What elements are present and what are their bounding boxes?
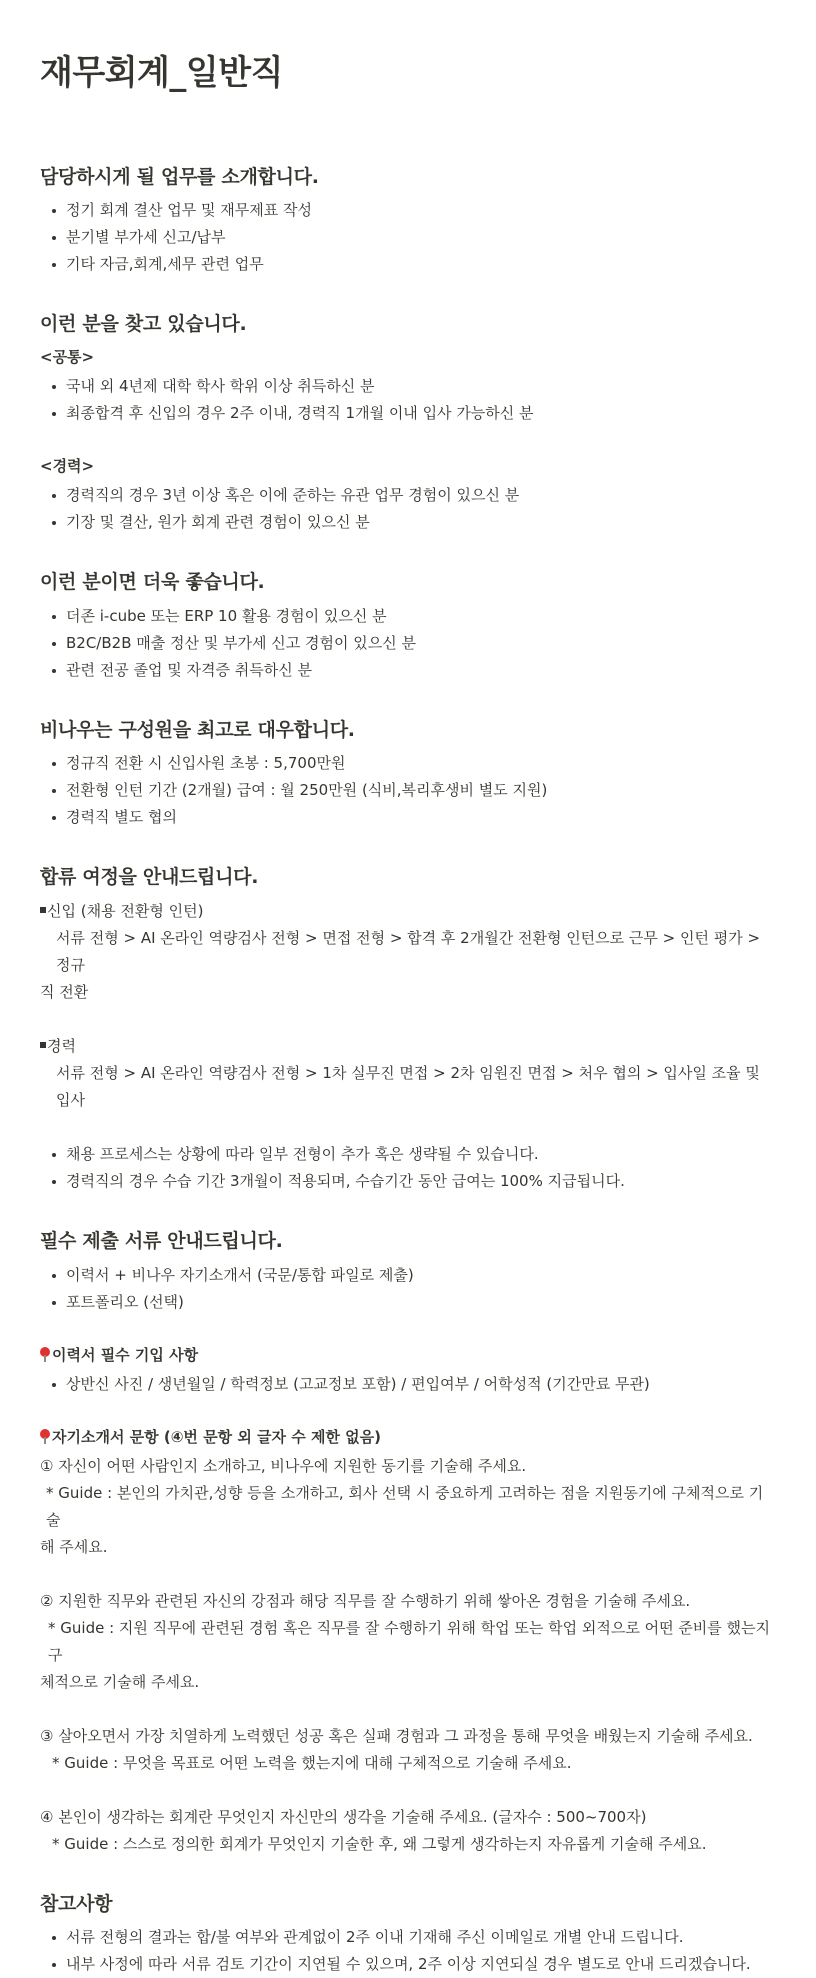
spacer: [40, 1696, 776, 1723]
section-heading: 이런 분이면 더욱 좋습니다.: [40, 570, 265, 593]
square-bullet-icon: [40, 907, 46, 913]
newcomer-track: [40, 898, 776, 925]
list-item: 이력서 + 비나우 자기소개서 (국문/통합 파일로 제출): [40, 1262, 776, 1289]
essay-question-2: ② 지원한 직무와 관련된 자신의 강점과 해당 직무를 잘 수행하기 위해 쌓아온 경험을 기술해 주세요.: [40, 1591, 691, 1610]
notes-list: [40, 1924, 776, 1978]
essay-guide-3: * Guide : 무엇을 목표로 어떤 노력을 했는지에 대해 구체적으로 기술해 주세요.: [52, 1753, 572, 1772]
career-label: 경력: [47, 1036, 76, 1055]
list-item: 경력직의 경우 3년 이상 혹은 이에 준하는 유관 업무 경험이 있으신 분: [40, 482, 776, 509]
essay-label-text: 자기소개서 문항 (④번 문항 외 글자 수 제한 없음): [52, 1427, 382, 1446]
essay-guide-1-cont: 해 주세요.: [40, 1537, 108, 1556]
section-requirements: [40, 312, 776, 536]
list-item: 정규직 전환 시 신입사원 초봉 : 5,700만원: [40, 750, 776, 777]
essay-question-3: ③ 살아오면서 가장 치열하게 노력했던 성공 혹은 실패 경험과 그 과정을 통해 무엇을 배웠는지 기술해 주세요.: [40, 1726, 753, 1745]
essay-guide-2-cont: 체적으로 기술해 주세요.: [40, 1672, 200, 1691]
list-item: 상반신 사진 / 생년월일 / 학력정보 (고교정보 포함) / 편입여부 / 어학성적 (기간만료 무관): [40, 1371, 776, 1398]
section-duties: [40, 165, 776, 279]
list-item: 포트폴리오 (선택): [40, 1289, 776, 1316]
section-heading: 이런 분을 찾고 있습니다.: [40, 313, 247, 336]
spacer: [40, 1777, 776, 1804]
list-item: 기타 자금,회계,세무 관련 업무: [40, 251, 776, 278]
resume-label-text: 이력서 필수 기입 사항: [52, 1345, 199, 1364]
documents-list: [40, 1262, 776, 1316]
common-label: <공통>: [40, 347, 95, 366]
spacer: [40, 1398, 776, 1425]
page-title: 재무회계_일반직: [40, 53, 283, 93]
pushpin-icon: [40, 1347, 50, 1361]
duties-list: [40, 197, 776, 278]
spacer: [40, 427, 776, 454]
section-heading: 담당하시게 될 업무를 소개합니다.: [40, 165, 319, 188]
newcomer-label: 신입 (채용 전환형 인턴): [47, 901, 204, 920]
essay-guide-2: * Guide : 지원 직무에 관련된 경험 혹은 직무를 잘 수행하기 위해 학업 또는 학업 외적으로 어떤 준비를 했는지 구: [48, 1618, 771, 1664]
spacer: [40, 1114, 776, 1141]
section-heading: 참고사항: [40, 1892, 113, 1915]
pushpin-icon: [40, 1429, 50, 1443]
career-steps: 서류 전형 > AI 온라인 역량검사 전형 > 1차 실무진 면접 > 2차 임원진 면접 > 처우 협의 > 입사일 조율 및 입사: [56, 1063, 760, 1109]
list-item: 전환형 인턴 기간 (2개월) 급여 : 월 250만원 (식비,복리후생비 별도 지원): [40, 777, 776, 804]
section-notes: [40, 1892, 776, 1978]
section-documents: [40, 1229, 776, 1858]
career-track: [40, 1033, 776, 1060]
section-preferred: [40, 570, 776, 684]
preferred-list: [40, 603, 776, 684]
list-item: 서류 전형의 결과는 합/불 여부와 관계없이 2주 이내 기재해 주신 이메일로 개별 안내 드립니다.: [40, 1924, 776, 1951]
section-heading: 합류 여정을 안내드립니다.: [40, 866, 259, 889]
list-item: 채용 프로세스는 상황에 따라 일부 전형이 추가 혹은 생략될 수 있습니다.: [40, 1141, 776, 1168]
section-benefits: [40, 718, 776, 832]
essay-question-1: ① 자신이 어떤 사람인지 소개하고, 비나우에 지원한 동기를 기술해 주세요.: [40, 1456, 527, 1475]
career-list: [40, 482, 776, 536]
section-process: [40, 865, 776, 1195]
section-heading: 비나우는 구성원을 최고로 대우합니다.: [40, 718, 355, 741]
list-item: 경력직 별도 협의: [40, 804, 776, 831]
list-item: 관련 전공 졸업 및 자격증 취득하신 분: [40, 657, 776, 684]
resume-list: [40, 1371, 776, 1398]
list-item: 기장 및 결산, 원가 회계 관련 경험이 있으신 분: [40, 509, 776, 536]
list-item: 더존 i-cube 또는 ERP 10 활용 경험이 있으신 분: [40, 603, 776, 630]
benefits-list: [40, 750, 776, 831]
essay-question-4: ④ 본인이 생각하는 회계란 무엇인지 자신만의 생각을 기술해 주세요. (글자수 : 500~700자): [40, 1807, 647, 1826]
essay-questions-label: [40, 1425, 776, 1449]
section-heading: 필수 제출 서류 안내드립니다.: [40, 1229, 283, 1252]
list-item: 국내 외 4년제 대학 학사 학위 이상 취득하신 분: [40, 373, 776, 400]
square-bullet-icon: [40, 1042, 46, 1048]
list-item: 최종합격 후 신입의 경우 2주 이내, 경력직 1개월 이내 입사 가능하신 분: [40, 400, 776, 427]
newcomer-steps: 서류 전형 > AI 온라인 역량검사 전형 > 면접 전형 > 합격 후 2개월간 전환형 인턴으로 근무 > 인턴 평가 > 정규: [56, 928, 761, 974]
career-label: <경력>: [40, 456, 95, 475]
list-item: 정기 회계 결산 업무 및 재무제표 작성: [40, 197, 776, 224]
process-notes: [40, 1141, 776, 1195]
list-item: 경력직의 경우 수습 기간 3개월이 적용되며, 수습기간 동안 급여는 100% 지급됩니다.: [40, 1168, 776, 1195]
list-item: B2C/B2B 매출 정산 및 부가세 신고 경험이 있으신 분: [40, 630, 776, 657]
newcomer-steps-cont: 직 전환: [40, 982, 89, 1001]
list-item: 분기별 부가세 신고/납부: [40, 224, 776, 251]
resume-requirements-label: [40, 1343, 776, 1367]
spacer: [40, 1561, 776, 1588]
spacer: [40, 1006, 776, 1033]
list-item: 내부 사정에 따라 서류 검토 기간이 지연될 수 있으며, 2주 이상 지연되실 경우 별도로 안내 드리겠습니다.: [40, 1951, 776, 1978]
common-list: [40, 373, 776, 427]
spacer: [40, 1316, 776, 1343]
essay-guide-1: * Guide : 본인의 가치관,성향 등을 소개하고, 회사 선택 시 중요하게 고려하는 점을 지원동기에 구체적으로 기술: [46, 1483, 764, 1529]
essay-guide-4: * Guide : 스스로 정의한 회계가 무엇인지 기술한 후, 왜 그렇게 생각하는지 자유롭게 기술해 주세요.: [52, 1834, 707, 1853]
